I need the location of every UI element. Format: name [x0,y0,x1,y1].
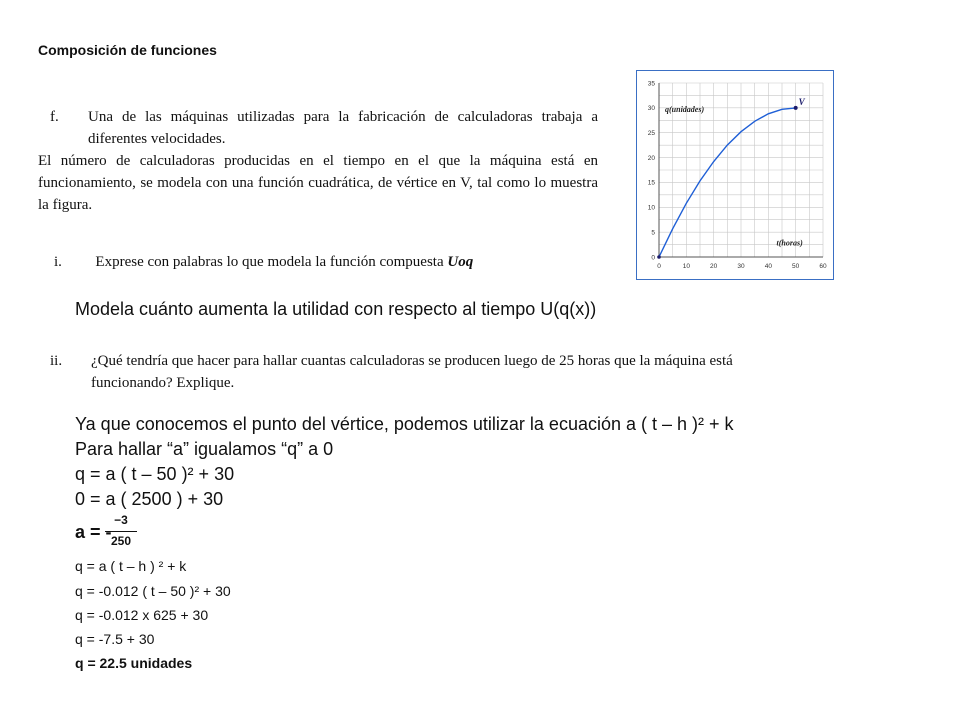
x-tick-label: 30 [737,263,745,270]
y-tick-label: 0 [651,254,655,262]
y-tick-label: 10 [647,204,655,212]
question-f-text-2: El número de calculadoras producidas en el tiempo en el que la máquina está en funcionamiento, se modela con una función cuadrática, de vértice en V, tal como lo muestra la figura. [38,153,598,213]
a-fraction-denominator: 250 [110,534,132,548]
y-tick-label: 30 [647,105,655,113]
chart-svg [637,71,833,279]
x-tick-label: 20 [710,263,718,270]
answer-ii-line: Ya que conocemos el punto del vértice, podemos utilizar la ecuación a ( t – h )² + k [75,414,734,434]
x-tick-label: 10 [682,263,690,270]
final-answer: q = 22.5 unidades [75,655,193,671]
answer-ii-line: q = a ( t – 50 )² + 30 [75,464,235,484]
question-f-marker: f. [50,109,59,125]
question-i [54,254,473,271]
vertex-label: V [798,96,805,107]
question-i-emphasis: Uoq [447,254,474,270]
vertex-point [794,106,798,110]
a-fraction-numerator: −3 [114,513,128,527]
answer-i: Modela cuánto aumenta la utilidad con respecto al tiempo U(q(x)) [75,299,597,319]
question-f-text-1: Una de las máquinas utilizadas para la fabricación de calculadoras trabaja a diferentes velocidades. [88,109,598,147]
y-tick-label: 5 [651,229,655,237]
answer-ii-line: 0 = a ( 2500 ) + 30 [75,489,224,509]
answer-ii-step: q = -7.5 + 30 [75,631,155,647]
a-fraction-lhs: a = - [75,522,112,542]
question-i-marker: i. [54,254,62,270]
y-tick-label: 15 [647,179,655,187]
page-title: Composición de funciones [38,42,217,58]
y-tick-label: 20 [647,154,655,162]
x-tick-label: 50 [792,263,800,270]
y-tick-label: 35 [647,80,655,88]
y-tick-label: 25 [647,130,655,138]
answer-ii-step: q = -0.012 ( t – 50 )² + 30 [75,583,231,599]
x-tick-label: 0 [657,263,661,270]
question-ii-marker: ii. [50,353,63,369]
question-ii-text: ¿Qué tendría que hacer para hallar cuantas calculadoras se producen luego de 25 horas que la máquina está funcionando? Explique. [91,353,733,391]
y-axis-label: q(unidades) [665,104,705,114]
answer-ii-line: Para hallar “a” igualamos “q” a 0 [75,439,334,459]
a-fraction-bar [105,531,137,532]
question-ii [50,350,810,394]
origin-point [657,255,661,259]
vertex-chart [636,70,834,280]
x-axis-label: t(horas) [776,238,803,248]
question-f [38,106,598,216]
answer-ii-step: q = a ( t – h ) ² + k [75,558,187,574]
x-tick-label: 60 [819,263,827,270]
x-tick-label: 40 [764,263,772,270]
question-i-text: Exprese con palabras lo que modela la función compuesta [95,254,448,270]
answer-ii-step: q = -0.012 x 625 + 30 [75,607,209,623]
